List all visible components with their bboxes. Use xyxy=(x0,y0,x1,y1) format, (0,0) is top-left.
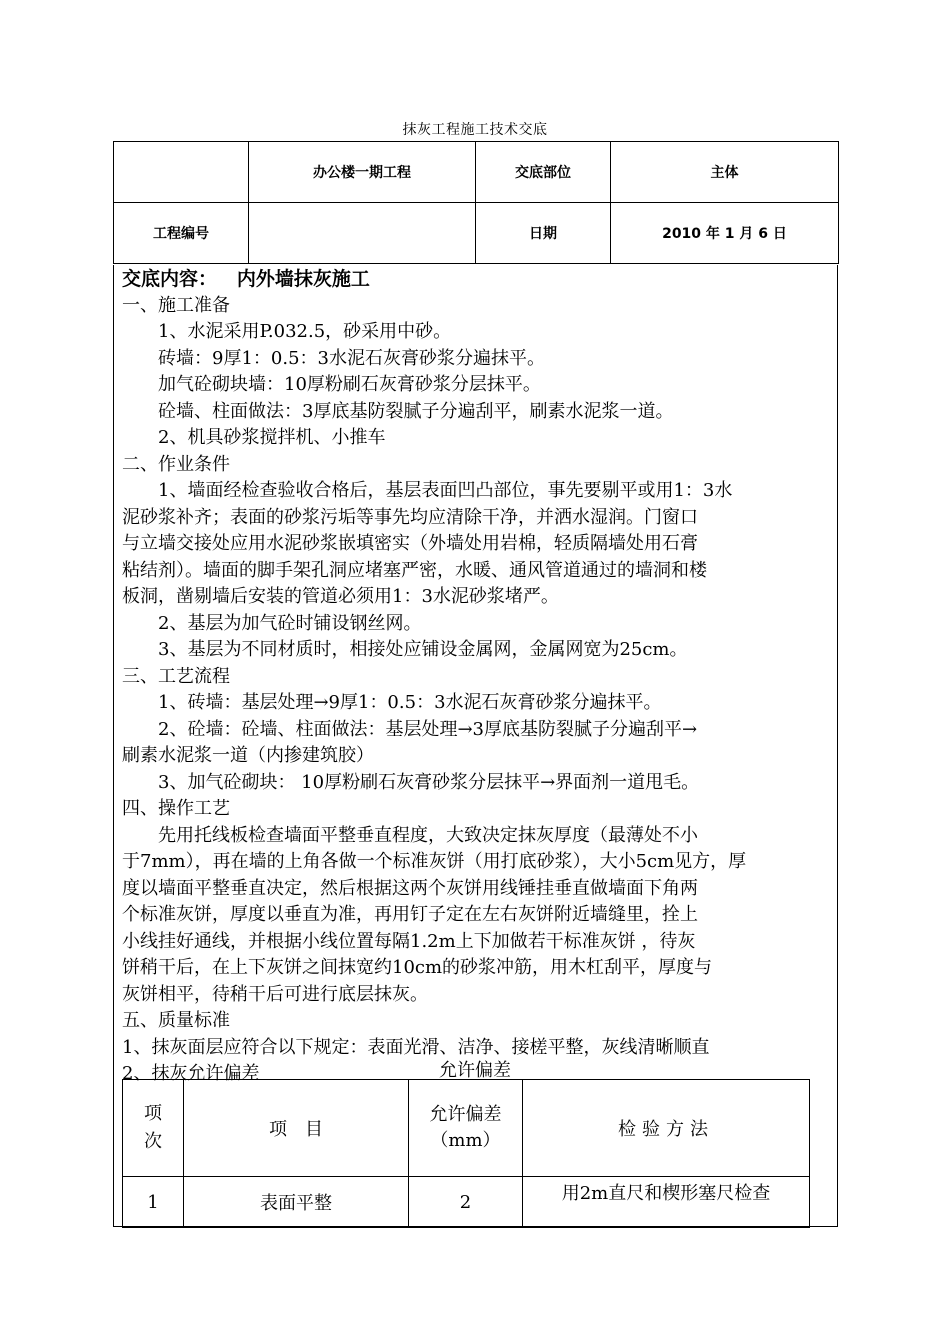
header-no: 项 次 xyxy=(123,1080,184,1177)
header-item: 项 目 xyxy=(184,1080,409,1177)
content-lines xyxy=(122,293,832,1088)
content-line: 2、基层为加气砼时铺设钢丝网。 xyxy=(158,612,422,634)
tolerance-table xyxy=(122,1079,810,1228)
header-value-line2: （mm） xyxy=(430,1130,501,1151)
part-value: 主体 xyxy=(611,142,839,203)
content-line: 3、加气砼砌块： 10厚粉刷石灰膏砂浆分层抹平→界面剂一道甩毛。 xyxy=(158,771,700,793)
content-line: 二、作业条件 xyxy=(122,453,230,475)
header-value-line1: 允许偏差 xyxy=(429,1104,502,1125)
content-line: 粘结剂）。墙面的脚手架孔洞应堵塞严密，水暖、通风管道通过的墙洞和楼 xyxy=(122,559,707,581)
content-line: 个标准灰饼，厚度以垂直为准，再用钉子定在左右灰饼附近墙缝里，拴上 xyxy=(122,904,698,925)
empty-cell xyxy=(114,142,249,203)
table-row xyxy=(123,1177,810,1228)
row-no: 1 xyxy=(123,1177,184,1228)
content-line: 灰饼相平，待稍干后可进行底层抹灰。 xyxy=(122,983,428,1005)
content-line: 2、抹灰允许偏差 xyxy=(122,1063,260,1084)
header-method: 检验方法 xyxy=(523,1080,810,1177)
part-label: 交底部位 xyxy=(476,142,611,203)
content-line: 1、抹灰面层应符合以下规定：表面光滑、洁净、接槎平整，灰线清晰顺直 xyxy=(122,1036,710,1058)
tolerance-title: 允许偏差 xyxy=(439,1060,511,1081)
code-label: 工程编号 xyxy=(114,203,249,264)
content-line: 饼稍干后，在上下灰饼之间抹宽约10cm的砂浆冲筋，用木杠刮平，厚度与 xyxy=(122,957,713,978)
document-title: 抹灰工程施工技术交底 xyxy=(402,122,548,138)
content-line: 砖墙：9厚1：0.5：3水泥石灰膏砂浆分遍抹平。 xyxy=(158,347,545,369)
content-line: 与立墙交接处应用水泥砂浆嵌填密实（外墙处用岩棉，轻质隔墙处用石膏 xyxy=(122,533,698,554)
content-line: 板洞，凿剔墙后安装的管道必须用1：3水泥砂浆堵严。 xyxy=(122,586,559,607)
content-line: 三、工艺流程 xyxy=(122,665,230,687)
project-name: 办公楼一期工程 xyxy=(249,142,476,203)
row-method: 用2m直尺和楔形塞尺检查 xyxy=(523,1177,810,1228)
content-line: 1、墙面经检查验收合格后，基层表面凹凸部位，事先要剔平或用1：3水 xyxy=(158,480,733,501)
content-heading: 交底内容： 内外墙抹灰施工 xyxy=(122,268,370,290)
content-line: 小线挂好通线，并根据小线位置每隔1.2m上下加做若干标准灰饼 ，待灰 xyxy=(122,930,696,952)
code-value xyxy=(249,203,476,264)
header-table xyxy=(113,141,839,264)
content-line: 四、操作工艺 xyxy=(122,798,230,819)
content-line: 3、基层为不同材质时，相接处应铺设金属网，金属网宽为25cm。 xyxy=(158,639,688,660)
content-line: 加气砼砌块墙：10厚粉刷石灰膏砂浆分层抹平。 xyxy=(158,374,541,395)
content-line: 度以墙面平整垂直决定，然后根据这两个灰饼用线锤挂垂直做墙面下角两 xyxy=(122,877,698,899)
date-value: 2010 年 1 月 6 日 xyxy=(611,203,839,264)
content-line: 2、机具砂浆搅拌机、小推车 xyxy=(158,427,386,448)
content-line: 五、质量标准 xyxy=(122,1010,230,1031)
content-body xyxy=(122,266,832,1088)
content-line: 刷素水泥浆一道（内掺建筑胶） xyxy=(122,745,374,766)
row-value: 2 xyxy=(409,1177,523,1228)
content-line: 1、水泥采用P.032.5，砂采用中砂。 xyxy=(158,321,452,342)
row-item: 表面平整 xyxy=(184,1177,409,1228)
content-line: 一、施工准备 xyxy=(122,294,230,316)
content-line: 1、砖墙：基层处理→9厚1：0.5：3水泥石灰膏砂浆分遍抹平。 xyxy=(158,692,662,713)
header-value xyxy=(409,1080,523,1177)
content-line: 2、砼墙：砼墙、柱面做法：基层处理→3厚底基防裂腻子分遍刮平→ xyxy=(158,718,698,740)
content-line: 先用托线板检查墙面平整垂直程度，大致决定抹灰厚度（最薄处不小 xyxy=(158,824,698,846)
content-line: 砼墙、柱面做法：3厚底基防裂腻子分遍刮平，刷素水泥浆一道。 xyxy=(158,400,674,422)
date-label: 日期 xyxy=(476,203,611,264)
content-line: 于7mm），再在墙的上角各做一个标准灰饼（用打底砂浆），大小5cm见方，厚 xyxy=(122,851,747,872)
content-line: 泥砂浆补齐；表面的砂浆污垢等事先均应清除干净，并洒水湿润。门窗口 xyxy=(122,506,698,528)
